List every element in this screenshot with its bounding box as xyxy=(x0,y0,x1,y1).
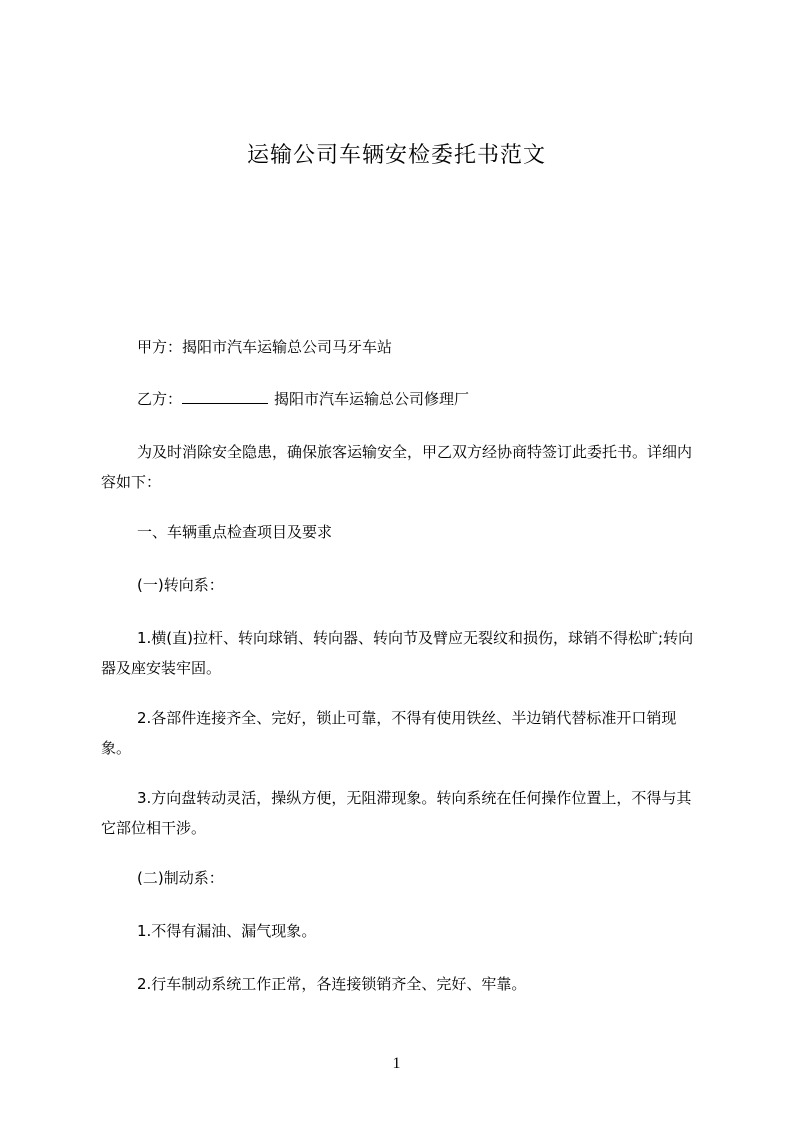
party-b-line xyxy=(101,384,701,414)
party-a-line: 甲方：揭阳市汽车运输总公司马牙车站 xyxy=(137,338,393,356)
section-1-heading: 一、车辆重点检查项目及要求 xyxy=(137,523,333,541)
party-b-name: 揭阳市汽车运输总公司修理厂 xyxy=(274,390,470,408)
signature-blank xyxy=(182,389,268,404)
intro-paragraph: 为及时消除安全隐患，确保旅客运输安全，甲乙双方经协商特签订此委托书。详细内容如下： xyxy=(101,443,693,491)
braking-item-2: 2.行车制动系统工作正常，各连接锁销齐全、完好、牢靠。 xyxy=(137,975,527,993)
steering-item-1: 1.横(直)拉杆、转向球销、转向器、转向节及臂应无裂纹和损伤，球销不得松旷;转向器及座安装牢固。 xyxy=(101,629,694,677)
steering-heading: (一)转向系： xyxy=(137,576,224,594)
page-number: 1 xyxy=(392,1055,401,1072)
braking-item-1: 1.不得有漏油、漏气现象。 xyxy=(137,922,317,940)
steering-item-3: 3.方向盘转动灵活，操纵方便，无阻滞现象。转向系统在任何操作位置上，不得与其它部位相干涉。 xyxy=(101,789,692,837)
document-title: 运输公司车辆安检委托书范文 xyxy=(246,143,546,168)
party-b-label: 乙方： xyxy=(137,390,183,408)
braking-heading: (二)制动系： xyxy=(137,869,224,887)
steering-item-2: 2.各部件连接齐全、完好，锁止可靠，不得有使用铁丝、半边销代替标准开口销现象。 xyxy=(101,709,677,757)
